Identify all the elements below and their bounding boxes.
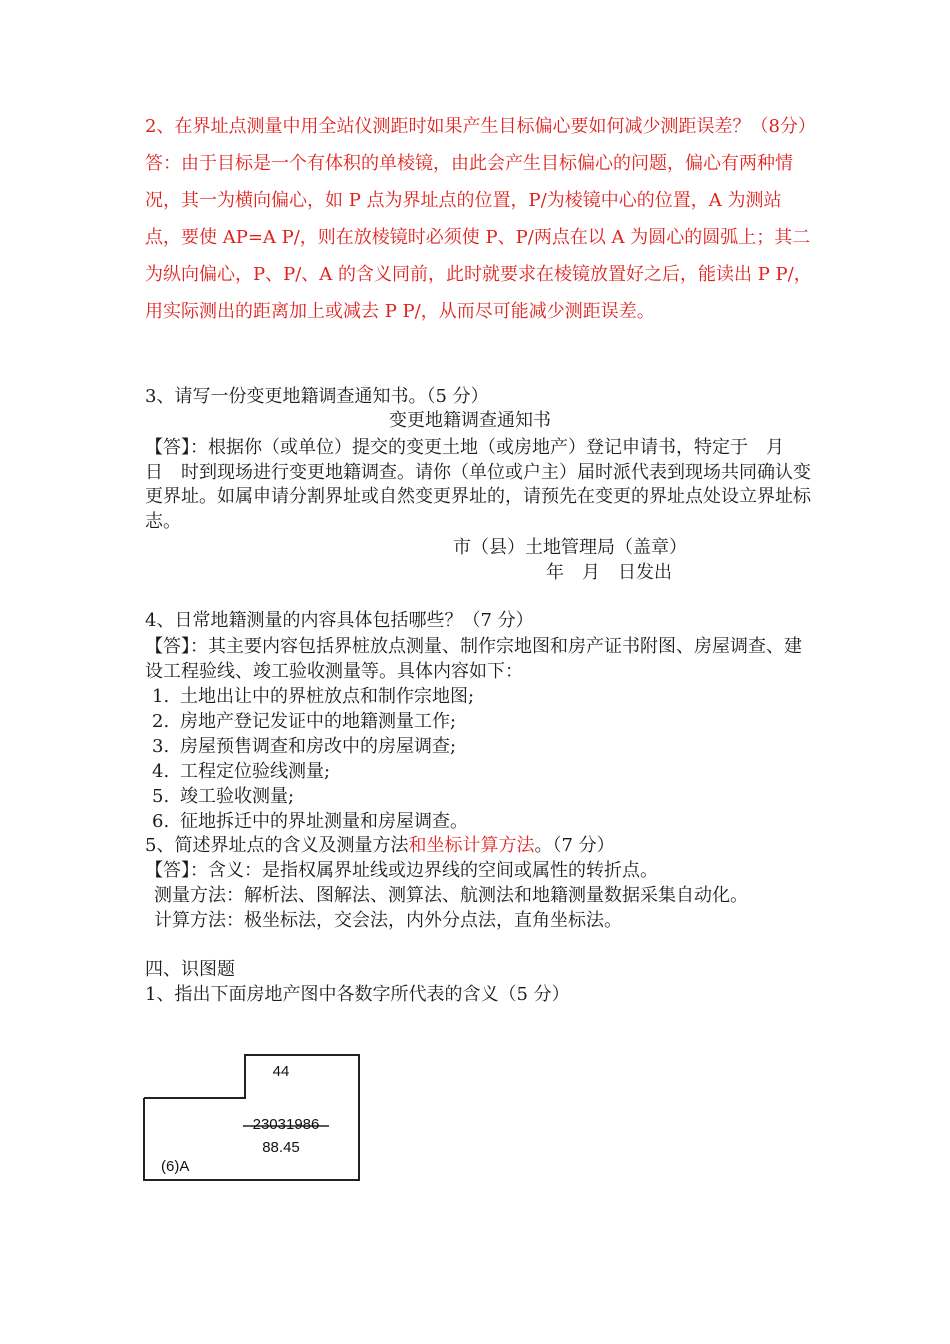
question-2 <box>145 108 815 330</box>
list-item: 6. 征地拆迁中的界址测量和房屋调查。 <box>152 811 468 832</box>
property-map-diagram <box>143 1054 363 1184</box>
list-item: 4. 工程定位验线测量; <box>152 761 331 782</box>
question-2-answer: 答：由于目标是一个有体积的单棱镜，由此会产生目标偏心的问题，偏心有两种情况，其一为横向偏心，如 P 点为界址点的位置，P/为棱镜中心的位置，A 为测站点，要使 AP=A P/，则在放棱镜时必须使 P、P/两点在以 A 为圆心的圆弧上；其二为纵向偏心，P、P/、A 的含义同前，此时就要求在棱镜放置好之后，能读出 P P/，用实际测出的距离加上或减去 P P/，从而尽可能减少测距误差。 <box>145 153 812 322</box>
section-4-question: 1、指出下面房地产图中各数字所代表的含义（5 分） <box>145 984 570 1005</box>
question-4-answer-body: 其主要内容包括界桩放点测量、制作宗地图和房产证书附图、房屋调查、建设工程验线、竣工验收测量等。具体内容如下： <box>145 636 802 682</box>
answer-label: 【答】： <box>145 437 208 458</box>
list-item: 5. 竣工验收测量; <box>152 786 295 807</box>
question-5-calc: 计算方法：极坐标法，交会法，内外分点法，直角坐标法。 <box>154 910 622 931</box>
list-item: 1. 土地出让中的界桩放点和制作宗地图; <box>152 686 475 707</box>
notice-signature: 市（县）土地管理局（盖章） <box>453 537 687 558</box>
diagram-top-number: 44 <box>272 1063 290 1080</box>
notice-title: 变更地籍调查通知书 <box>389 410 551 431</box>
list-item: 2. 房地产登记发证中的地籍测量工作; <box>152 711 457 732</box>
question-2-text: 2、在界址点测量中用全站仪测距时如果产生目标偏心要如何减少测距误差？（8分） <box>145 116 816 137</box>
question-3-answer <box>145 436 815 534</box>
list-item: 3. 房屋预售调查和房改中的房屋调查; <box>152 736 457 757</box>
question-5-highlight: 和坐标计算方法 <box>408 835 535 856</box>
answer-label: 【答】： <box>145 860 208 881</box>
question-5-text: 5、简述界址点的含义及测量方法和坐标计算方法。（7 分） <box>145 835 615 856</box>
notice-date-line: 年 月 日发出 <box>546 562 672 583</box>
question-4-answer <box>145 635 815 684</box>
question-5-answer: 【答】：含义：是指权属界址线或边界线的空间或属性的转折点。 <box>145 860 658 881</box>
diagram-corner-label: (6)A <box>161 1158 190 1175</box>
diagram-denominator: 88.45 <box>262 1139 300 1156</box>
notice-body: 根据你（或单位）提交的变更土地（或房地产）登记申请书，特定于 月 日 时到现场进行变更地籍调查。请你（单位或户主）届时派代表到现场共同确认变更界址。如属申请分割界址或自然变更界址的，请预先在变更的界址点处设立界址标志。 <box>145 437 811 532</box>
section-4-heading: 四、识图题 <box>145 959 235 980</box>
question-4-text: 4、日常地籍测量的内容具体包括哪些？（7 分） <box>145 610 534 631</box>
answer-label: 【答】： <box>145 636 208 657</box>
question-3-text: 3、请写一份变更地籍调查通知书。（5 分） <box>145 386 489 407</box>
question-5-method: 测量方法：解析法、图解法、测算法、航测法和地籍测量数据采集自动化。 <box>154 885 748 906</box>
question-4-list <box>152 684 474 834</box>
diagram-numerator: 23031986 <box>252 1116 320 1133</box>
